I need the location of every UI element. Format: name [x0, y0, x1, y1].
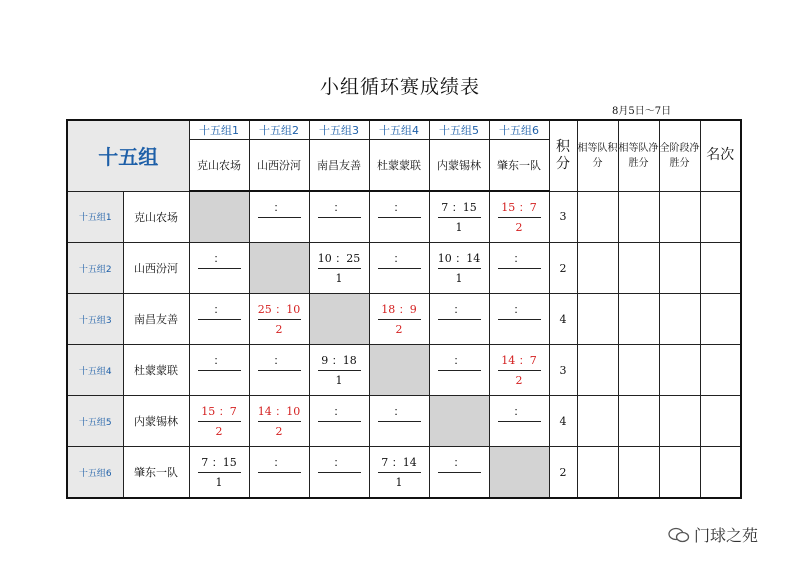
match-points: 1 — [335, 272, 343, 285]
team-score: 2 — [549, 243, 577, 294]
row-team-number: 十五组3 — [67, 294, 123, 345]
match-cell — [309, 243, 369, 294]
match-divider — [318, 370, 361, 371]
match-divider — [318, 421, 361, 422]
column-team-number: 十五组5 — [429, 120, 489, 140]
row-team-name: 杜蒙蒙联 — [123, 345, 189, 396]
match-divider — [198, 421, 241, 422]
match-divider — [498, 217, 541, 218]
match-divider — [378, 217, 421, 218]
match-cell — [489, 243, 549, 294]
match-cell — [489, 345, 549, 396]
match-cell — [429, 294, 489, 345]
match-divider — [198, 472, 241, 473]
match-score: ： — [333, 201, 345, 214]
row-team-number: 十五组4 — [67, 345, 123, 396]
match-score: ： — [393, 405, 405, 418]
match-score: ： — [213, 303, 225, 316]
row-team-number: 十五组2 — [67, 243, 123, 294]
brand-watermark — [668, 523, 758, 546]
match-points: 1 — [455, 221, 463, 234]
row-team-name: 肇东一队 — [123, 447, 189, 499]
match-score: ： — [513, 252, 525, 265]
row-team-name: 克山农场 — [123, 191, 189, 243]
match-cell — [369, 191, 429, 243]
team-score: 4 — [549, 294, 577, 345]
match-score: ： — [393, 201, 405, 214]
match-cell — [249, 396, 309, 447]
column-team-number: 十五组6 — [489, 120, 549, 140]
column-team-name: 杜蒙蒙联 — [369, 140, 429, 192]
match-divider — [438, 217, 481, 218]
match-cell — [429, 447, 489, 499]
column-team-name: 克山农场 — [189, 140, 249, 192]
match-points: 2 — [275, 425, 283, 438]
header-row-numbers — [67, 120, 741, 140]
match-cell — [429, 345, 489, 396]
match-score: 18 ：9 — [381, 303, 417, 316]
match-score: 10 ：14 — [437, 252, 481, 265]
match-score: ： — [393, 252, 405, 265]
row-team-name: 山西汾河 — [123, 243, 189, 294]
column-team-number: 十五组1 — [189, 120, 249, 140]
team-score: 3 — [549, 191, 577, 243]
match-divider — [258, 319, 301, 320]
header-rank: 名次 — [700, 120, 741, 191]
empty-stat-cell — [618, 243, 659, 294]
empty-stat-cell — [700, 243, 741, 294]
match-divider — [438, 472, 481, 473]
match-cell — [249, 191, 309, 243]
row-team-number: 十五组5 — [67, 396, 123, 447]
match-divider — [438, 370, 481, 371]
empty-stat-cell — [577, 447, 618, 499]
match-score: 15 ：7 — [501, 201, 537, 214]
match-divider — [378, 421, 421, 422]
column-team-number: 十五组3 — [309, 120, 369, 140]
empty-stat-cell — [618, 191, 659, 243]
match-cell — [249, 345, 309, 396]
match-points: 1 — [395, 476, 403, 489]
row-team-number: 十五组6 — [67, 447, 123, 499]
match-divider — [318, 217, 361, 218]
match-cell — [489, 396, 549, 447]
match-points: 2 — [275, 323, 283, 336]
match-cell — [189, 447, 249, 499]
match-cell — [189, 294, 249, 345]
match-score: 7 ：14 — [381, 456, 417, 469]
match-divider — [198, 319, 241, 320]
match-cell — [429, 191, 489, 243]
table-row — [67, 294, 741, 345]
match-divider — [498, 319, 541, 320]
match-score: ： — [453, 354, 465, 367]
match-score: 7 ：15 — [201, 456, 237, 469]
empty-stat-cell — [700, 345, 741, 396]
match-points: 2 — [515, 221, 523, 234]
empty-stat-cell — [659, 447, 700, 499]
match-score: ： — [273, 354, 285, 367]
match-score: ： — [333, 456, 345, 469]
table-row — [67, 447, 741, 499]
team-score: 3 — [549, 345, 577, 396]
score-header: 积分 — [549, 120, 577, 191]
match-cell — [489, 294, 549, 345]
empty-stat-cell — [659, 243, 700, 294]
self-match-cell — [429, 396, 489, 447]
empty-stat-cell — [618, 294, 659, 345]
column-team-name: 内蒙锡林 — [429, 140, 489, 192]
empty-stat-cell — [577, 191, 618, 243]
brand-name: 门球之苑 — [694, 526, 759, 545]
column-team-number: 十五组4 — [369, 120, 429, 140]
column-team-name: 南昌友善 — [309, 140, 369, 192]
match-score: 14 ：7 — [501, 354, 537, 367]
match-points: 2 — [395, 323, 403, 336]
match-cell — [369, 447, 429, 499]
empty-stat-cell — [577, 396, 618, 447]
table-row — [67, 191, 741, 243]
match-cell — [369, 243, 429, 294]
match-score: ： — [513, 405, 525, 418]
table-row — [67, 396, 741, 447]
row-team-name: 内蒙锡林 — [123, 396, 189, 447]
empty-stat-cell — [618, 345, 659, 396]
match-score: ： — [213, 252, 225, 265]
empty-stat-cell — [618, 396, 659, 447]
empty-stat-cell — [577, 294, 618, 345]
empty-stat-cell — [659, 294, 700, 345]
date-range: 8月5日～7日 — [612, 106, 672, 117]
match-cell — [489, 191, 549, 243]
match-cell — [309, 447, 369, 499]
column-team-number: 十五组2 — [249, 120, 309, 140]
match-score: 14 ：10 — [257, 405, 301, 418]
match-divider — [198, 370, 241, 371]
match-score: ： — [453, 456, 465, 469]
match-cell — [429, 243, 489, 294]
self-match-cell — [369, 345, 429, 396]
match-cell — [309, 345, 369, 396]
match-divider — [498, 370, 541, 371]
match-divider — [258, 370, 301, 371]
match-divider — [258, 472, 301, 473]
match-points: 2 — [515, 374, 523, 387]
self-match-cell — [249, 243, 309, 294]
self-match-cell — [189, 191, 249, 243]
match-cell — [189, 396, 249, 447]
column-team-name: 山西汾河 — [249, 140, 309, 192]
match-divider — [378, 472, 421, 473]
match-cell — [189, 345, 249, 396]
row-team-number: 十五组1 — [67, 191, 123, 243]
header-col-a: 相等队积分 — [577, 120, 618, 191]
match-cell — [189, 243, 249, 294]
match-divider — [438, 319, 481, 320]
match-cell — [309, 191, 369, 243]
self-match-cell — [489, 447, 549, 499]
empty-stat-cell — [700, 191, 741, 243]
match-divider — [498, 421, 541, 422]
wechat-logo-icon — [668, 527, 690, 543]
table-row — [67, 345, 741, 396]
match-cell — [309, 396, 369, 447]
match-cell — [369, 294, 429, 345]
match-divider — [258, 217, 301, 218]
match-score: ： — [273, 201, 285, 214]
team-score: 4 — [549, 396, 577, 447]
empty-stat-cell — [659, 191, 700, 243]
match-points: 2 — [215, 425, 223, 438]
self-match-cell — [309, 294, 369, 345]
match-score: ： — [453, 303, 465, 316]
match-score: 9 ：18 — [321, 354, 357, 367]
match-divider — [498, 268, 541, 269]
match-divider — [258, 421, 301, 422]
team-score: 2 — [549, 447, 577, 499]
column-team-name: 肇东一队 — [489, 140, 549, 192]
empty-stat-cell — [700, 294, 741, 345]
match-score: 25 ：10 — [257, 303, 301, 316]
empty-stat-cell — [577, 243, 618, 294]
header-col-b: 相等队净胜分 — [618, 120, 659, 191]
empty-stat-cell — [618, 447, 659, 499]
match-divider — [378, 268, 421, 269]
match-divider — [198, 268, 241, 269]
match-points: 1 — [215, 476, 223, 489]
match-divider — [318, 268, 361, 269]
match-cell — [249, 294, 309, 345]
page-title: 小组循环赛成绩表 — [319, 76, 480, 98]
empty-stat-cell — [577, 345, 618, 396]
match-cell — [369, 396, 429, 447]
match-score: ： — [333, 405, 345, 418]
empty-stat-cell — [700, 396, 741, 447]
results-table — [66, 119, 742, 499]
row-team-name: 南昌友善 — [123, 294, 189, 345]
empty-stat-cell — [700, 447, 741, 499]
match-cell — [249, 447, 309, 499]
match-score: 7 ：15 — [441, 201, 477, 214]
group-label: 十五组 — [67, 120, 189, 191]
match-points: 1 — [455, 272, 463, 285]
match-points: 1 — [335, 374, 343, 387]
match-score: ： — [273, 456, 285, 469]
empty-stat-cell — [659, 396, 700, 447]
match-score: 15 ：7 — [201, 405, 237, 418]
match-score: ： — [513, 303, 525, 316]
empty-stat-cell — [659, 345, 700, 396]
header-col-c: 全阶段净胜分 — [659, 120, 700, 191]
match-divider — [378, 319, 421, 320]
match-divider — [438, 268, 481, 269]
match-divider — [318, 472, 361, 473]
match-score: ： — [213, 354, 225, 367]
match-score: 10 ：25 — [317, 252, 361, 265]
table-row — [67, 243, 741, 294]
